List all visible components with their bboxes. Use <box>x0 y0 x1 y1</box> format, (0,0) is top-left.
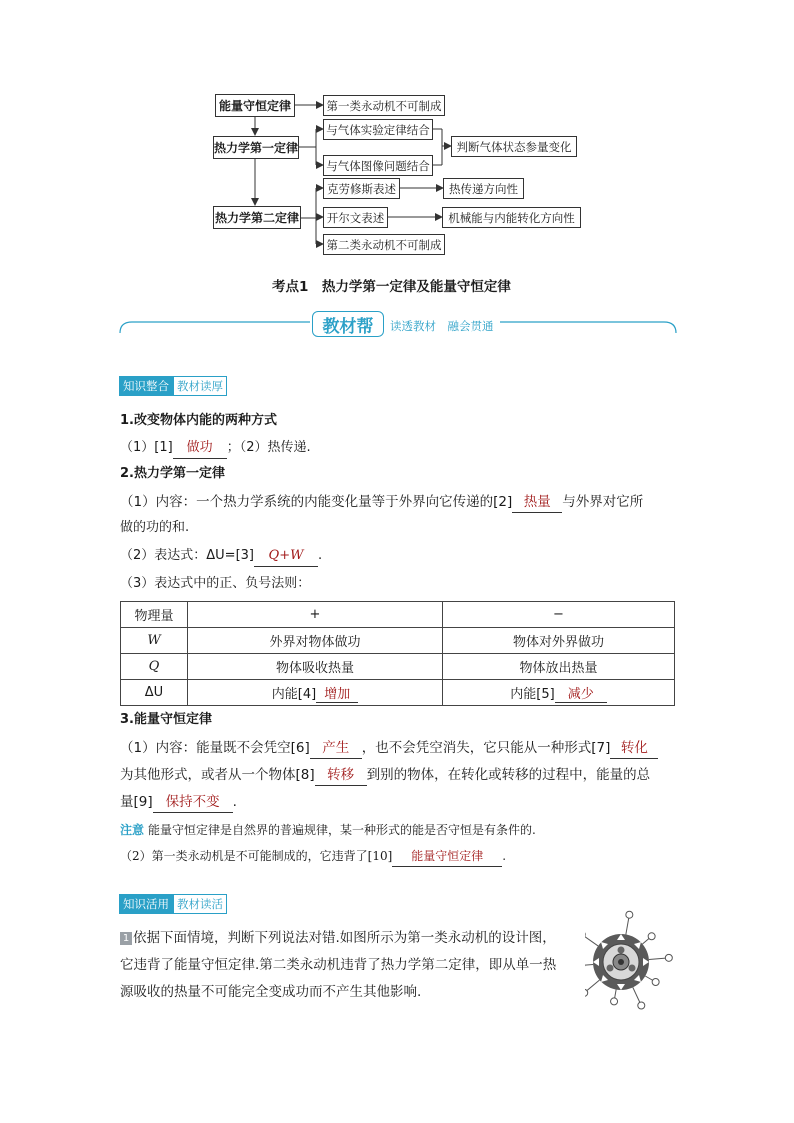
s2-line4: （3）表达式中的正、负号法则： <box>120 576 311 591</box>
table-header-cell: + <box>188 602 443 628</box>
s3-heading: 3.能量守恒定律 <box>120 712 212 727</box>
node-heat-direction: 热传递方向性 <box>443 178 524 199</box>
node-gas-law-combine: 与气体实验定律结合 <box>323 119 433 140</box>
wheel-ball <box>652 979 659 986</box>
text: ，也不会凭空消失，它只能从一种形式[7] <box>361 740 611 756</box>
node-gas-state-change: 判断气体状态参量变化 <box>451 136 577 157</box>
table-row <box>121 680 675 706</box>
q1-line3: 源吸收的热量不可能完全变成功而不产生其他影响. <box>120 984 422 1000</box>
wheel-ball <box>648 933 655 940</box>
text: . <box>318 548 323 563</box>
node-first-perpetual: 第一类永动机不可制成 <box>323 95 445 116</box>
wheel-ball <box>611 998 618 1005</box>
wheel-ball <box>638 1002 645 1009</box>
question-number: 1 <box>120 932 132 945</box>
s2-line1 <box>120 492 643 513</box>
note-text: 能量守恒定律是自然界的普遍规律，某一种形式的能是否守恒是有条件的. <box>148 823 536 837</box>
table-cell: 外界对物体做功 <box>188 628 443 654</box>
text: . <box>502 849 507 863</box>
table-header-cell: − <box>443 602 675 628</box>
table-cell: 物体放出热量 <box>443 654 675 680</box>
wheel-ball <box>665 954 672 961</box>
answer-blank-7: 转化 <box>610 738 658 759</box>
node-energy-conversion-direction: 机械能与内能转化方向性 <box>442 207 581 228</box>
note-line <box>120 820 536 840</box>
text: （1）[1] <box>120 440 173 455</box>
wheel-ball <box>585 989 588 996</box>
q1-line1 <box>120 925 580 952</box>
s2-line3 <box>120 546 322 567</box>
section-title: 考点1 热力学第一定律及能量守恒定律 <box>272 279 511 295</box>
node-second-perpetual: 第二类永动机不可制成 <box>323 234 445 255</box>
tag-label-a: 知识整合 <box>119 376 173 396</box>
table-cell: Q <box>121 654 188 680</box>
answer-blank-3: Q+W <box>254 546 318 567</box>
table-cell <box>188 680 443 706</box>
node-gas-graph-combine: 与气体图像问题结合 <box>323 155 433 176</box>
tag-label-b: 教材读活 <box>173 894 227 914</box>
text: . <box>232 794 237 810</box>
note-label: 注意 <box>120 823 145 837</box>
table-cell: 物体对外界做功 <box>443 628 675 654</box>
tag-label-b: 教材读厚 <box>173 376 227 396</box>
answer-blank-6: 产生 <box>310 738 362 759</box>
s1-heading: 1.改变物体内能的两种方式 <box>120 413 277 428</box>
answer-blank-8: 转移 <box>315 765 367 786</box>
table-cell <box>443 680 675 706</box>
text: 依据下面情境，判断下列说法对错.如图所示为第一类永动机的设计图， <box>133 930 556 946</box>
table-row <box>121 654 675 680</box>
table-row <box>121 628 675 654</box>
node-first-law: 热力学第一定律 <box>213 136 299 159</box>
answer-blank-10: 能量守恒定律 <box>392 846 502 867</box>
table-header-row <box>121 602 675 628</box>
question-1 <box>120 925 580 1006</box>
text: （2）第一类永动机是不可能制成的，它违背了[10] <box>120 849 393 863</box>
node-kelvin: 开尔文表述 <box>323 207 388 228</box>
s3-line2 <box>120 765 650 786</box>
answer-blank-4: 增加 <box>316 683 358 703</box>
text: （1）内容：能量既不会凭空[6] <box>120 740 310 756</box>
wheel-ball <box>626 911 633 918</box>
text: 与外界对它所 <box>562 494 644 510</box>
q1-line2: 它违背了能量守恒定律.第二类永动机违背了热力学第二定律，即从单一热 <box>120 957 557 973</box>
tag-label-a: 知识活用 <box>119 894 173 914</box>
banner-title: 教材帮 <box>312 311 384 337</box>
table-cell: W <box>121 628 188 654</box>
s2-line2: 做的功的和. <box>120 520 190 535</box>
answer-blank-9: 保持不变 <box>153 792 233 813</box>
node-clausius: 克劳修斯表述 <box>323 178 400 199</box>
answer-blank-1: 做功 <box>173 438 227 459</box>
text: 到别的物体，在转化或转移的过程中，能量的总 <box>366 767 651 783</box>
s3-line4 <box>120 846 506 867</box>
text: （1）内容：一个热力学系统的内能变化量等于外界向它传递的[2] <box>120 494 513 510</box>
text: ；（2）热传递. <box>226 440 311 455</box>
perpetual-motion-wheel-image <box>585 910 677 1018</box>
text: 内能[5] <box>510 686 555 702</box>
banner-subtitle: 读透教材 融会贯通 <box>390 319 494 333</box>
node-second-law: 热力学第二定律 <box>213 206 301 229</box>
text: 为其他形式，或者从一个物体[8] <box>120 767 315 783</box>
s3-line3 <box>120 792 237 813</box>
s3-line1 <box>120 738 658 759</box>
tag-knowledge-integration <box>119 376 227 396</box>
s1-line <box>120 438 311 459</box>
table-cell: ΔU <box>121 680 188 706</box>
table-header-cell: 物理量 <box>121 602 188 628</box>
answer-blank-2: 热量 <box>512 492 562 513</box>
text: （2）表达式：ΔU=[3] <box>120 548 254 563</box>
answer-blank-5: 减少 <box>555 683 607 703</box>
text: 内能[4] <box>271 686 317 702</box>
sign-rule-table <box>120 601 675 706</box>
wheel-spoke <box>585 964 593 965</box>
table-cell: 物体吸收热量 <box>188 654 443 680</box>
tag-knowledge-apply <box>119 894 227 914</box>
node-energy-conservation: 能量守恒定律 <box>215 94 295 117</box>
s2-heading: 2.热力学第一定律 <box>120 466 225 481</box>
text: 量[9] <box>120 794 153 810</box>
wheel-spoke <box>585 934 598 945</box>
banner-rule <box>0 0 794 360</box>
